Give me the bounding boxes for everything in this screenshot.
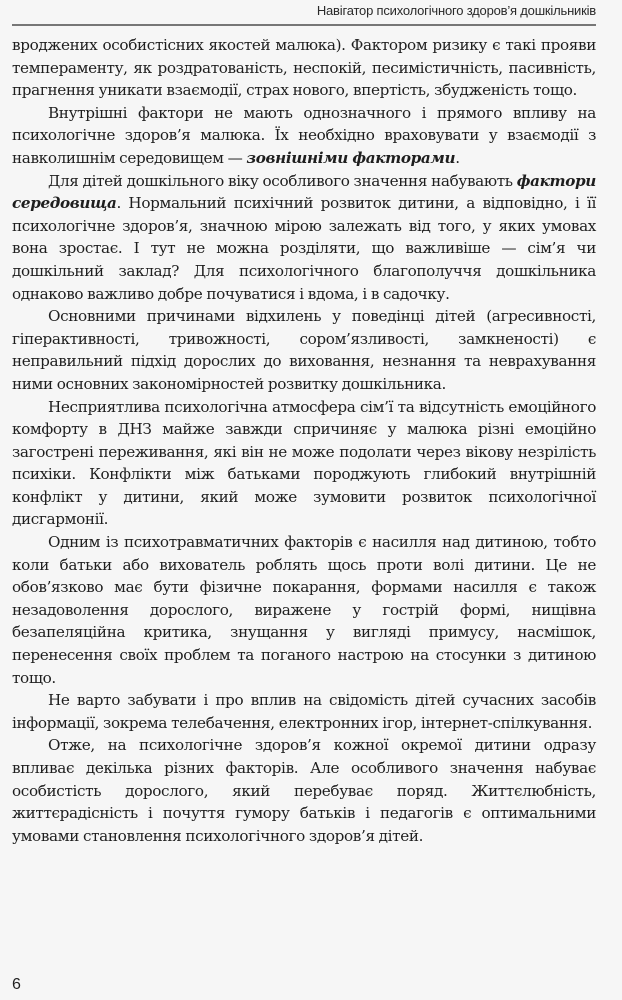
paragraph-8: Отже, на психологічне здоров’я кожної окремої дитини одразу впливає декілька різних факторів. Але особливого значення набуває особистість дорослого, який перебуває поряд. Життєлюбність, життєрадісність і почуття гумору батьків і педагогів є оптимальними умовами становлення психологічного здоров’я дітей. xyxy=(12,736,596,845)
paragraph-4: Основними причинами відхилень у поведінці дітей (агресивності, гіперактивності, тривожності, сором’язливості, замкненості) є неправильний підхід дорослих до виховання, незнання та неврахування ними основних закономірностей розвитку дошкільника. xyxy=(12,307,596,393)
running-title: Навігатор психологічного здоров’я дошкільників xyxy=(316,3,596,18)
paragraph-2: Внутрішні фактори не мають однозначного і прямого впливу на психологічне здоров’я малюка. Їх необхідно враховувати у взаємодії з навколишнім середовищем — зовнішніми факторами. xyxy=(12,103,596,167)
emphasis-external-factors: зовнішніми факторами xyxy=(246,148,456,167)
page-number: 6 xyxy=(12,976,21,993)
paragraph-3: Для дітей дошкільного віку особливого значення набувають фактори середовища. Нормальний психічний розвиток дитини, а відповідно, і її психологічне здоров’я, значною мірою залежать від того, у яких умовах вона зростає. І тут не можна розділяти, що важливіше — сім’я чи дошкільний заклад? Для психологічного благополуччя дошкільника однаково важливо добре почуватися і вдома, і в садочку. xyxy=(12,171,596,303)
paragraph-6: Одним із психотравматичних факторів є насилля над дитиною, тобто коли батьки або вихователь роблять щось проти волі дитини. Це не обов’язково має бути фізичне покарання, формами насилля є також незадоволення дорослого, виражене у гострій формі, нищівна безапеляційна критика, знущання у вигляді примусу, насмішок, перенесення своїх проблем та поганого настрою на стосунки з дитиною тощо. xyxy=(12,533,596,687)
emphasis-environment-factors: фактори середовища xyxy=(12,171,596,213)
paragraph-1: вроджених особистісних якостей малюка). Фактором ризику є такі прояви темпераменту, як роздратованість, неспокій, песимістичність, пасивність, прагнення уникати взаємодії, страх нового, впертість, збудженість тощо. xyxy=(12,36,596,100)
paragraph-5: Несприятлива психологічна атмосфера сім’ї та відсутність емоційного комфорту в ДНЗ майже завжди спричиняє у малюка різні емоційно загострені переживання, які він не може подолати через вікову незрілість психіки. Конфлікти між батьками породжують глибокий внутрішній конфлікт у дитини, який може зумовити розвиток психологічної дисгармонії. xyxy=(12,397,596,529)
paragraph-7: Не варто забувати і про вплив на свідомість дітей сучасних засобів інформації, зокрема телебачення, електронних ігор, інтернет-спілкування. xyxy=(12,691,596,732)
running-header xyxy=(12,0,596,26)
body-text xyxy=(12,34,596,847)
